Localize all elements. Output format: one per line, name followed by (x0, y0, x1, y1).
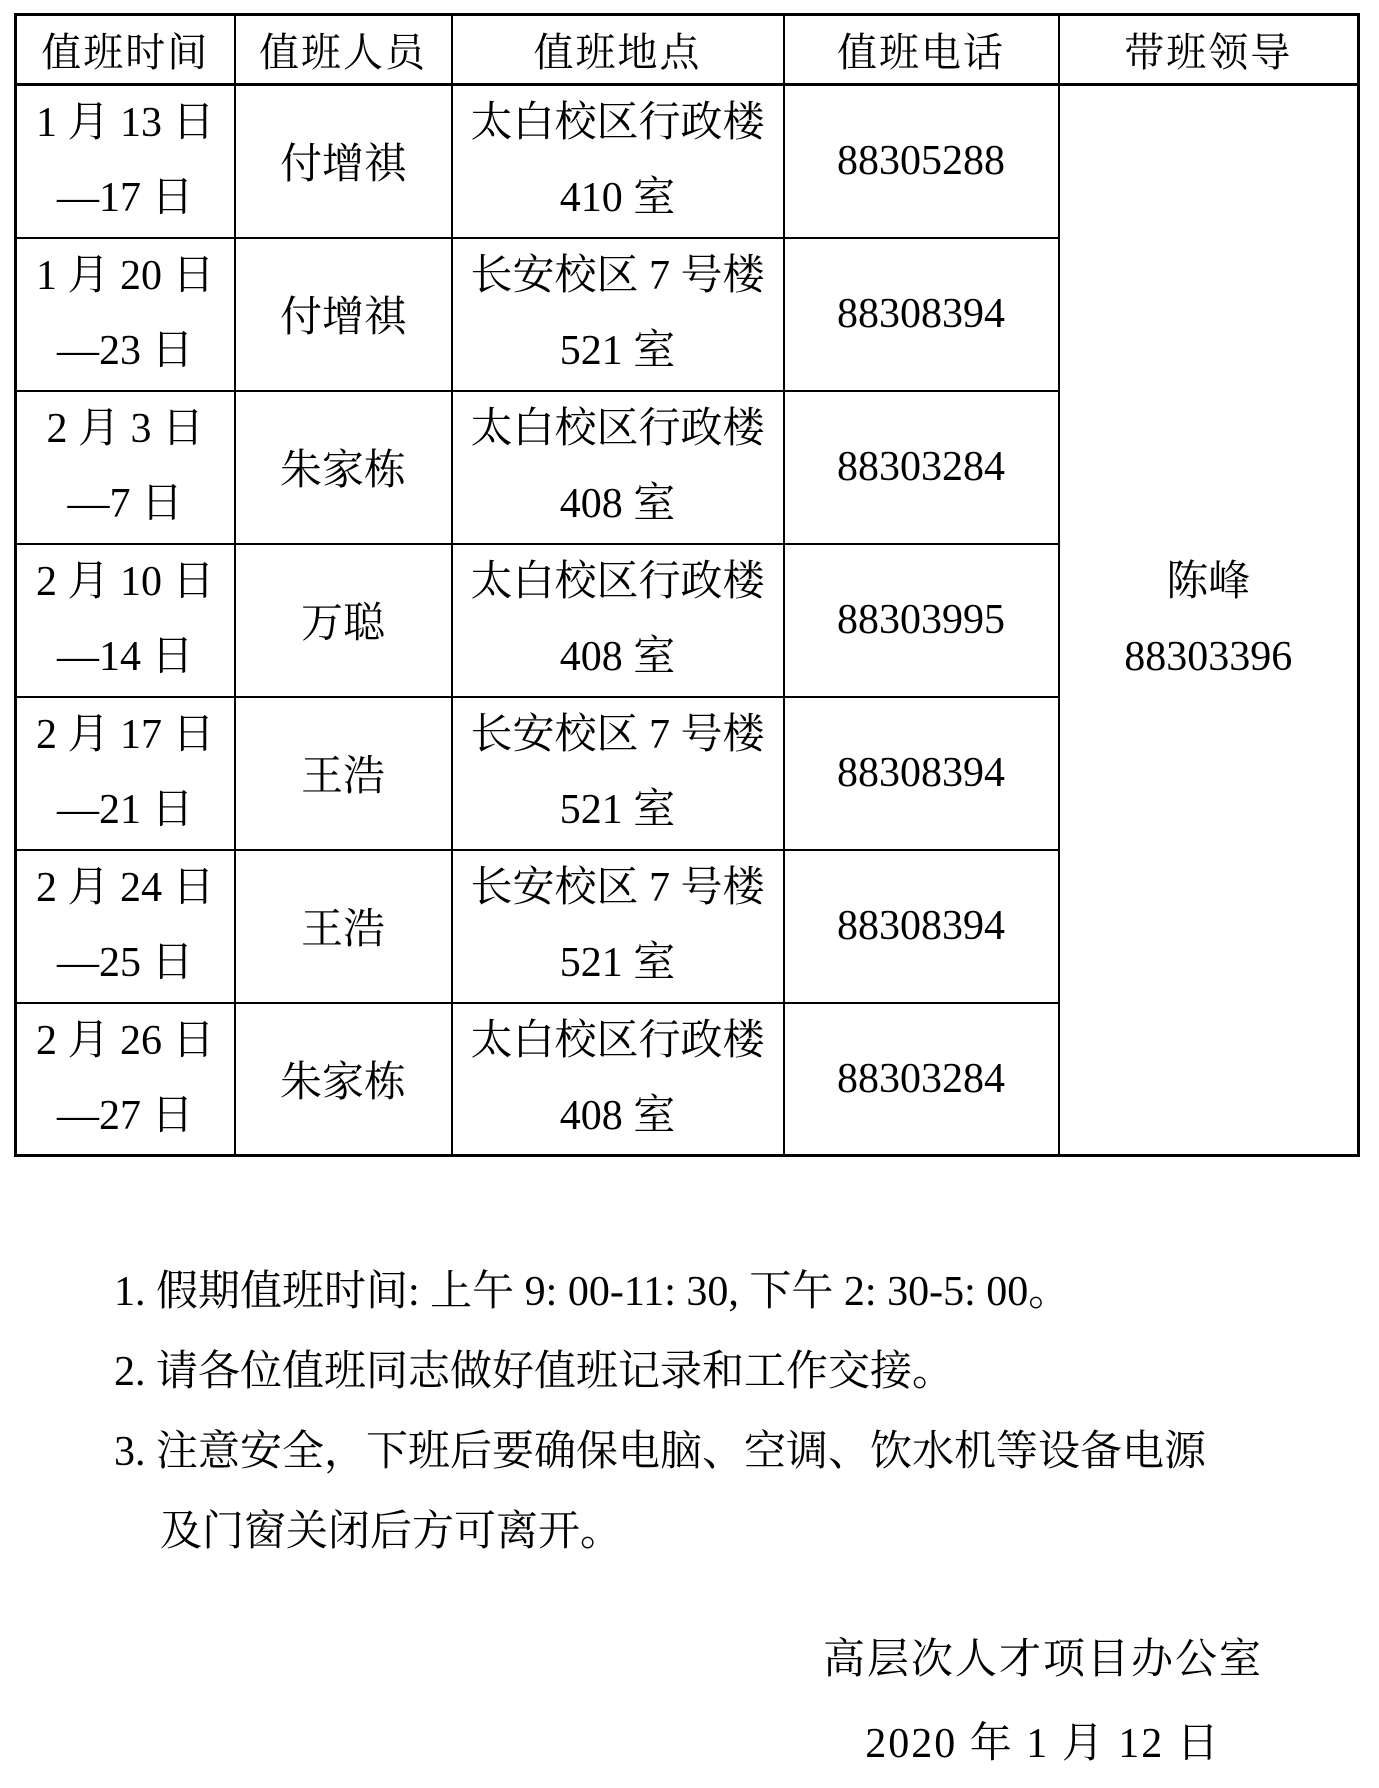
duty-phone-cell: 88308394 (784, 697, 1059, 850)
duty-location-line2: 408 室 (559, 481, 676, 527)
header-duty-phone: 值班电话 (784, 15, 1059, 85)
duty-location-line2: 408 室 (559, 634, 676, 680)
leader-phone: 88303396 (1124, 634, 1293, 680)
duty-phone-cell: 88303995 (784, 544, 1059, 697)
duty-location-line2: 521 室 (559, 940, 676, 986)
notes-section (114, 1252, 1206, 1572)
duty-person-cell: 朱家栋 (235, 1003, 452, 1156)
table-header-row (16, 15, 1359, 85)
duty-time-line1: 2 月 3 日 (46, 406, 204, 452)
duty-location-line1: 太白校区行政楼 (470, 559, 765, 605)
duty-location-line1: 长安校区 7 号楼 (470, 712, 765, 758)
header-duty-time: 值班时间 (16, 15, 235, 85)
duty-time-cell (16, 238, 235, 391)
duty-time-line1: 2 月 24 日 (35, 865, 215, 911)
note-1: 1. 假期值班时间: 上午 9: 00-11: 30, 下午 2: 30-5: 00。 (114, 1269, 1071, 1315)
leader-cell (1059, 85, 1359, 1156)
duty-time-line1: 2 月 10 日 (35, 559, 215, 605)
duty-location-cell (452, 697, 784, 850)
duty-location-line2: 521 室 (559, 328, 676, 374)
duty-time-line2: —27 日 (56, 1092, 194, 1139)
duty-time-cell (16, 85, 235, 238)
duty-location-line1: 长安校区 7 号楼 (470, 253, 765, 299)
duty-time-line2: —7 日 (67, 481, 183, 527)
duty-phone-cell: 88308394 (784, 238, 1059, 391)
duty-location-line2: 408 室 (559, 1092, 676, 1139)
duty-phone-cell: 88303284 (784, 391, 1059, 544)
duty-person-cell: 付增祺 (235, 238, 452, 391)
note-3-line-1: 3. 注意安全，下班后要确保电脑、空调、饮水机等设备电源 (114, 1429, 1207, 1475)
duty-time-cell (16, 1003, 235, 1156)
duty-location-line2: 521 室 (559, 787, 676, 833)
duty-phone-cell: 88303284 (784, 1003, 1059, 1156)
duty-person-cell: 付增祺 (235, 85, 452, 238)
duty-person-cell: 王浩 (235, 697, 452, 850)
duty-location-line1: 太白校区行政楼 (470, 100, 765, 147)
duty-person-cell: 万聪 (235, 544, 452, 697)
signature-block (743, 1618, 1343, 1786)
duty-location-cell (452, 85, 784, 238)
duty-time-line1: 2 月 17 日 (35, 712, 215, 758)
duty-location-line2: 410 室 (559, 175, 676, 222)
duty-time-line2: —17 日 (56, 175, 194, 222)
duty-phone-cell: 88308394 (784, 850, 1059, 1003)
duty-time-line1: 1 月 20 日 (35, 253, 215, 299)
duty-person-cell: 朱家栋 (235, 391, 452, 544)
signature-office: 高层次人才项目办公室 (822, 1637, 1263, 1683)
leader-name: 陈峰 (1166, 559, 1251, 605)
duty-time-line1: 1 月 13 日 (35, 100, 215, 147)
duty-location-cell (452, 544, 784, 697)
duty-time-cell (16, 850, 235, 1003)
duty-person-cell: 王浩 (235, 850, 452, 1003)
duty-location-cell (452, 1003, 784, 1156)
note-3-line-2: 及门窗关闭后方可离开。 (160, 1509, 623, 1555)
header-duty-leader: 带班领导 (1059, 15, 1359, 85)
duty-time-line2: —14 日 (56, 634, 194, 680)
duty-schedule-table (14, 13, 1360, 1157)
duty-time-cell (16, 391, 235, 544)
header-duty-location: 值班地点 (452, 15, 784, 85)
duty-time-line2: —25 日 (56, 940, 194, 986)
table-row (16, 85, 1359, 238)
duty-time-cell (16, 697, 235, 850)
duty-time-cell (16, 544, 235, 697)
note-2: 2. 请各位值班同志做好值班记录和工作交接。 (114, 1349, 955, 1395)
duty-location-cell (452, 850, 784, 1003)
duty-location-line1: 长安校区 7 号楼 (470, 865, 765, 911)
duty-location-cell (452, 391, 784, 544)
duty-time-line2: —23 日 (56, 328, 194, 374)
duty-location-line1: 太白校区行政楼 (470, 406, 765, 452)
header-duty-person: 值班人员 (235, 15, 452, 85)
duty-time-line2: —21 日 (56, 787, 194, 833)
duty-time-line1: 2 月 26 日 (35, 1017, 215, 1064)
duty-location-cell (452, 238, 784, 391)
signature-date: 2020 年 1 月 12 日 (865, 1721, 1221, 1767)
duty-location-line1: 太白校区行政楼 (470, 1017, 765, 1064)
duty-phone-cell: 88305288 (784, 85, 1059, 238)
